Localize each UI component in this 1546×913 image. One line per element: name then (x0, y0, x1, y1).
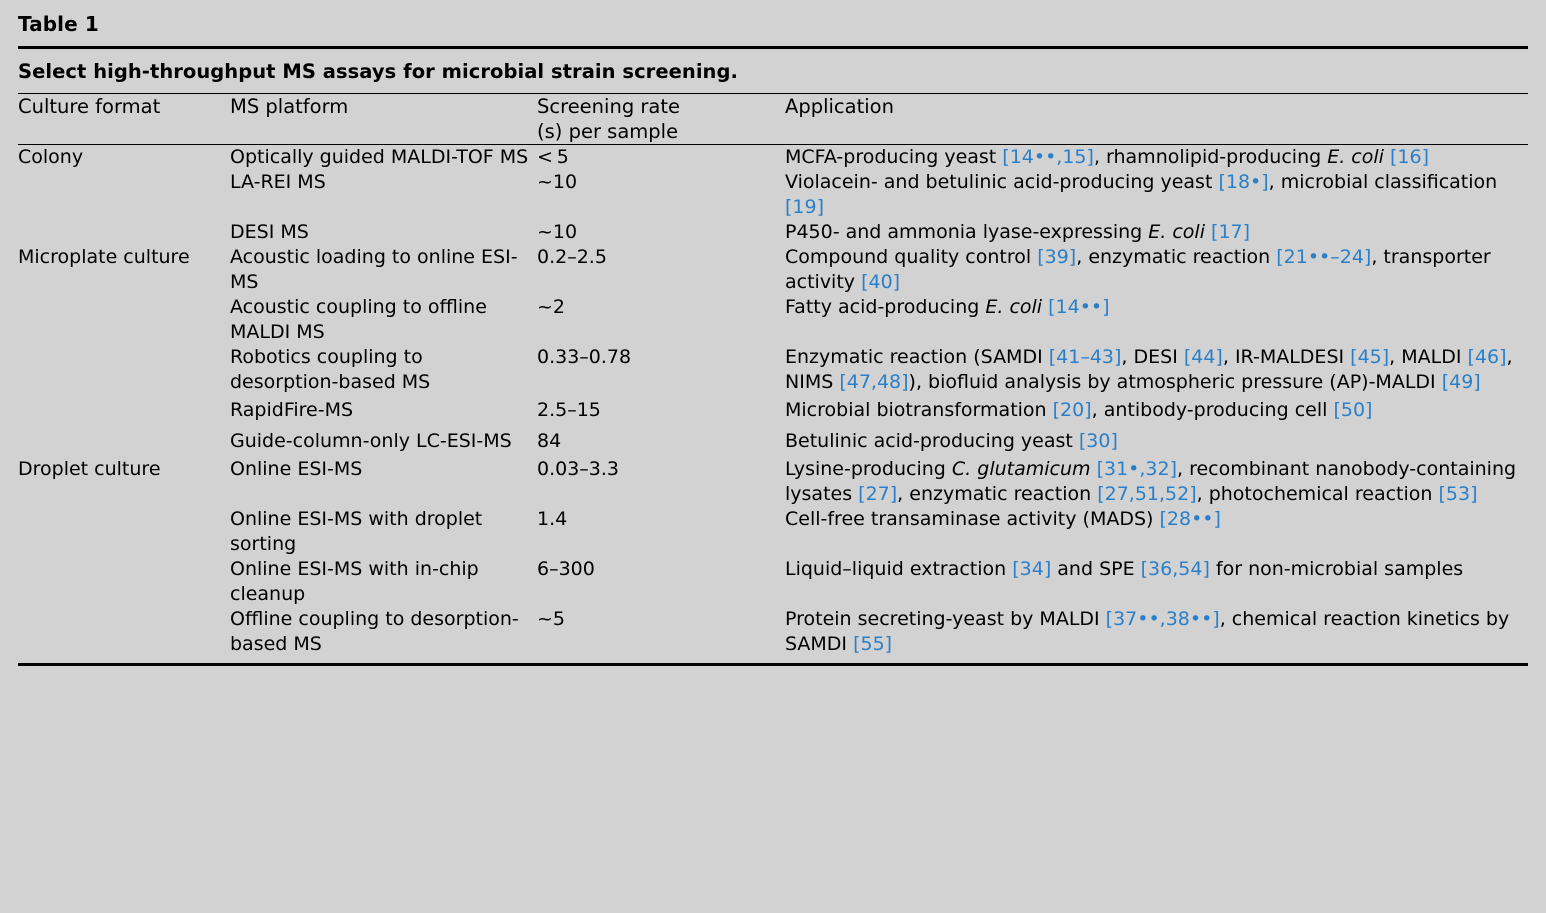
cell-ms-platform: Guide-column-only LC-ESI-MS (230, 430, 512, 452)
column-header-application: Application (785, 95, 894, 118)
cell-culture-format (18, 607, 230, 657)
reference-link[interactable]: [50] (1333, 399, 1373, 421)
table-label: Table 1 (18, 12, 99, 36)
rule-bottom (18, 663, 1528, 666)
table-row (18, 507, 1528, 557)
reference-link[interactable]: [41–43] (1048, 346, 1122, 368)
column-header-screening-rate (537, 94, 785, 145)
column-header-ms-platform: MS platform (230, 95, 349, 118)
reference-link[interactable]: [49] (1441, 371, 1481, 393)
reference-link[interactable]: [30] (1078, 430, 1118, 452)
cell-application: Lysine-producing C. glutamicum [31•,32], recombinant nanobody-containing lysates [27], enzymatic reaction [27,51,52], photochemical reaction [53] (785, 458, 1517, 505)
cell-culture-format: Droplet culture (18, 458, 161, 480)
reference-link[interactable]: [28••] (1159, 508, 1221, 530)
cell-application: Cell-free transaminase activity (MADS) [28••] (785, 508, 1221, 530)
table-row (18, 220, 1528, 245)
cell-screening-rate: 0.2–2.5 (537, 246, 607, 268)
cell-culture-format (18, 395, 230, 426)
reference-link[interactable]: [34] (1012, 558, 1052, 580)
cell-culture-format (18, 507, 230, 557)
cell-screening-rate: 6–300 (537, 558, 595, 580)
table-row (18, 557, 1528, 607)
table-body (18, 145, 1528, 657)
cell-ms-platform: DESI MS (230, 221, 309, 243)
organism-name: E. coli (1327, 146, 1384, 168)
reference-link[interactable]: [46] (1467, 346, 1507, 368)
reference-link[interactable]: [47,48] (839, 371, 909, 393)
cell-culture-format (18, 170, 230, 220)
reference-link[interactable]: [17] (1211, 221, 1251, 243)
reference-link[interactable]: [19] (785, 196, 825, 218)
cell-ms-platform: LA-REI MS (230, 171, 326, 193)
organism-name: E. coli (1148, 221, 1205, 243)
table-row (18, 170, 1528, 220)
cell-culture-format (18, 295, 230, 345)
reference-link[interactable]: [16] (1389, 146, 1429, 168)
cell-screening-rate: 0.33–0.78 (537, 346, 632, 368)
cell-ms-platform: Offline coupling to desorption-based MS (230, 608, 519, 655)
organism-name: E. coli (985, 296, 1043, 318)
cell-application: Fatty acid-producing E. coli [14••] (785, 296, 1110, 318)
reference-link[interactable]: [31•,32] (1096, 458, 1177, 480)
reference-link[interactable]: [27] (858, 483, 898, 505)
cell-application: MCFA-producing yeast [14••,15], rhamnolipid-producing E. coli [16] (785, 146, 1429, 168)
cell-screening-rate: < 5 (537, 146, 569, 168)
reference-link[interactable]: [45] (1350, 346, 1390, 368)
table-row (18, 426, 1528, 457)
cell-culture-format: Microplate culture (18, 246, 190, 268)
reference-link[interactable]: [53] (1438, 483, 1478, 505)
cell-screening-rate: ~10 (537, 171, 578, 193)
cell-application: Compound quality control [39], enzymatic reaction [21••–24], transporter activity [40] (785, 246, 1491, 293)
reference-link[interactable]: [27,51,52] (1097, 483, 1197, 505)
cell-screening-rate: ~5 (537, 608, 566, 630)
cell-screening-rate: ~10 (537, 221, 578, 243)
cell-screening-rate: 1.4 (537, 508, 568, 530)
cell-culture-format (18, 345, 230, 395)
reference-link[interactable]: [39] (1037, 246, 1077, 268)
reference-link[interactable]: [44] (1183, 346, 1223, 368)
table-head (18, 94, 1528, 145)
cell-culture-format: Colony (18, 146, 84, 168)
column-header-screening-rate-line2: (s) per sample (537, 120, 679, 143)
reference-link[interactable]: [21••–24] (1276, 246, 1372, 268)
cell-application: Betulinic acid-producing yeast [30] (785, 430, 1118, 452)
cell-screening-rate: ~2 (537, 296, 566, 318)
cell-ms-platform: Robotics coupling to desorption-based MS (230, 346, 431, 393)
cell-ms-platform: Acoustic coupling to offline MALDI MS (230, 296, 487, 343)
cell-application: Liquid–liquid extraction [34] and SPE [36,54] for non-microbial samples (785, 558, 1464, 580)
cell-ms-platform: Acoustic loading to online ESI-MS (230, 246, 518, 293)
cell-culture-format (18, 220, 230, 245)
table-row (18, 457, 1528, 507)
column-header-culture-format: Culture format (18, 95, 161, 118)
cell-screening-rate: 84 (537, 430, 562, 452)
table-row (18, 395, 1528, 426)
table-row (18, 607, 1528, 657)
cell-screening-rate: 0.03–3.3 (537, 458, 620, 480)
assay-table (18, 94, 1528, 657)
cell-ms-platform: RapidFire-MS (230, 399, 354, 421)
cell-application: Microbial biotransformation [20], antibody-producing cell [50] (785, 399, 1373, 421)
cell-application: Enzymatic reaction (SAMDI [41–43], DESI [44], IR-MALDESI [45], MALDI [46], NIMS [47,48]), biofluid analysis by atmospheric pressure (AP)-MALDI [49] (785, 346, 1513, 393)
cell-application: P450- and ammonia lyase-expressing E. coli [17] (785, 221, 1251, 243)
cell-ms-platform: Optically guided MALDI-TOF MS (230, 146, 529, 168)
cell-application: Violacein- and betulinic acid-producing yeast [18•], microbial classification [19] (785, 171, 1498, 218)
cell-ms-platform: Online ESI-MS with droplet sorting (230, 508, 483, 555)
cell-ms-platform: Online ESI-MS (230, 458, 363, 480)
reference-link[interactable]: [37••,38••] (1105, 608, 1220, 630)
reference-link[interactable]: [14••,15] (1002, 146, 1094, 168)
reference-link[interactable]: [55] (853, 633, 893, 655)
table-row (18, 245, 1528, 295)
reference-link[interactable]: [20] (1052, 399, 1092, 421)
cell-culture-format (18, 426, 230, 457)
table-header-row (18, 94, 1528, 145)
table-caption: Select high-throughput MS assays for microbial strain screening. (18, 60, 738, 83)
cell-culture-format (18, 557, 230, 607)
cell-ms-platform: Online ESI-MS with in-chip cleanup (230, 558, 479, 605)
table-row (18, 295, 1528, 345)
reference-link[interactable]: [18•] (1218, 171, 1269, 193)
reference-link[interactable]: [14••] (1048, 296, 1110, 318)
table-row (18, 145, 1528, 170)
table-row (18, 345, 1528, 395)
cell-application: Protein secreting-yeast by MALDI [37••,38••], chemical reaction kinetics by SAMDI [55] (785, 608, 1510, 655)
reference-link[interactable]: [36,54] (1140, 558, 1210, 580)
column-header-screening-rate-line1: Screening rate (537, 95, 681, 118)
cell-screening-rate: 2.5–15 (537, 399, 601, 421)
reference-link[interactable]: [40] (861, 271, 901, 293)
organism-name: C. glutamicum (951, 458, 1091, 480)
